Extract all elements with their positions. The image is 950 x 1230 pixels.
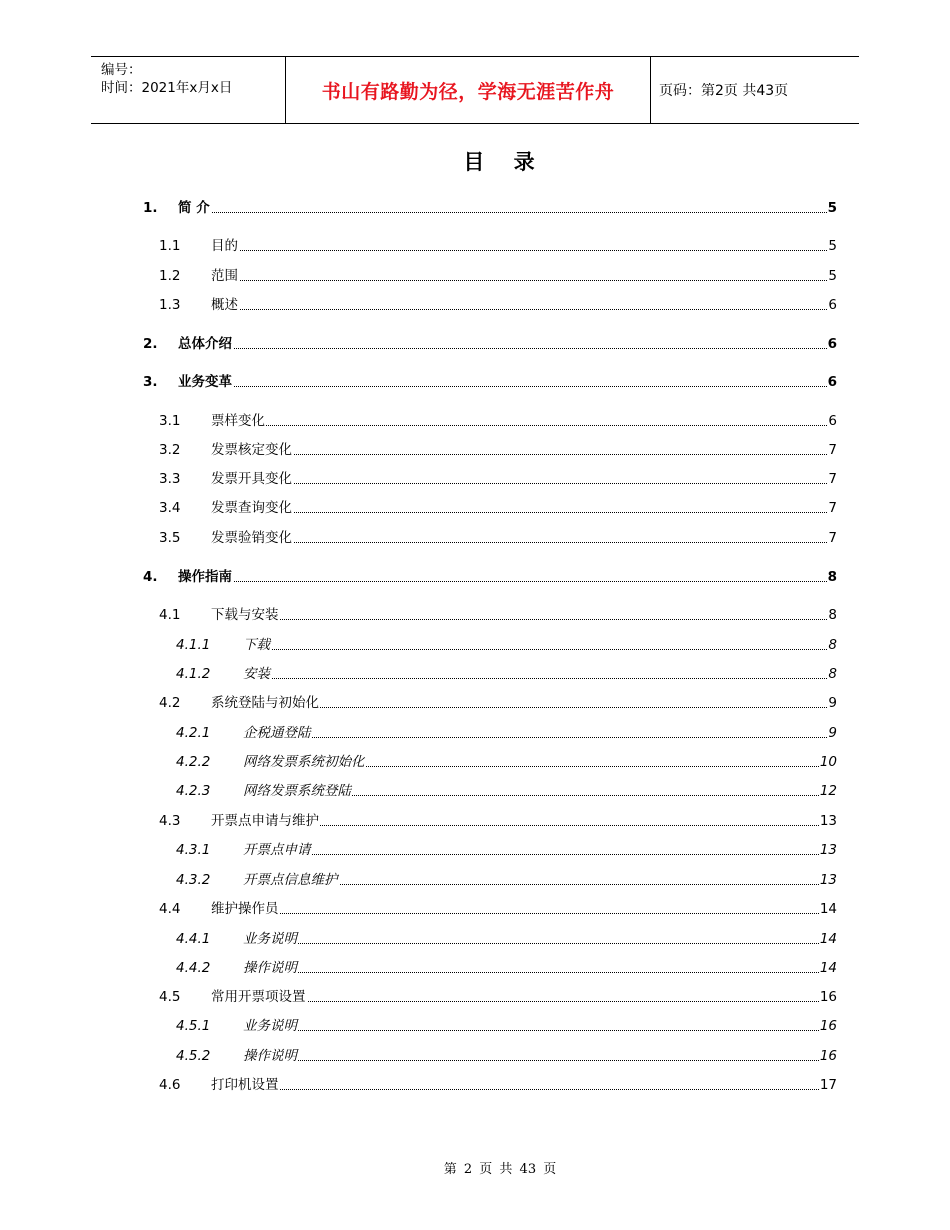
toc-entry[interactable] — [0, 234, 950, 254]
toc-entry-page: 12 — [819, 783, 837, 799]
toc-entry[interactable] — [0, 332, 950, 352]
toc-entry-page: 6 — [827, 336, 837, 352]
toc-entry-number: 4.1.2 — [176, 666, 211, 682]
toc-entry-number: 4. — [143, 569, 158, 585]
toc-entry-label: 系统登陆与初始化 — [211, 691, 320, 711]
toc-entry-label: 维护操作员 — [211, 897, 280, 917]
toc-entry-page: 17 — [819, 1077, 837, 1093]
toc-leader-dots — [211, 469, 837, 484]
header-meta — [91, 57, 286, 123]
toc-entry-label: 安装 — [243, 662, 271, 682]
toc-entry-number: 4.4 — [159, 901, 181, 917]
toc-entry-label: 发票查询变化 — [211, 496, 293, 516]
toc-entry[interactable] — [0, 750, 950, 770]
toc-leader-dots — [211, 605, 837, 620]
toc-entry[interactable] — [0, 565, 950, 585]
toc-entry-label: 业务变革 — [178, 370, 233, 390]
toc-entry[interactable] — [0, 1044, 950, 1064]
toc-entry-page: 8 — [828, 607, 837, 623]
toc-entry-number: 4.2 — [159, 695, 181, 711]
toc-entry[interactable] — [0, 496, 950, 516]
toc-entry[interactable] — [0, 1073, 950, 1093]
toc-entry-number: 4.3.2 — [176, 872, 211, 888]
toc-leader-dots — [211, 236, 837, 251]
toc-entry-page: 9 — [828, 725, 837, 741]
toc-entry-label: 操作指南 — [178, 565, 233, 585]
toc-entry-number: 3.1 — [159, 413, 181, 429]
toc-entry-number: 4.2.3 — [176, 783, 211, 799]
toc-entry-number: 4.2.2 — [176, 754, 211, 770]
toc-entry-page: 5 — [827, 200, 837, 216]
toc-entry-page: 5 — [828, 268, 837, 284]
toc-entry-label: 业务说明 — [243, 927, 298, 947]
toc-entry-number: 1.1 — [159, 238, 181, 254]
toc-entry-label: 简 介 — [178, 196, 211, 216]
toc-entry-number: 4.6 — [159, 1077, 181, 1093]
toc-leader-dots — [243, 635, 837, 650]
toc-entry-page: 8 — [828, 666, 837, 682]
toc-leader-dots — [243, 664, 837, 679]
toc-entry-page: 14 — [819, 901, 837, 917]
toc-entry[interactable] — [0, 264, 950, 284]
toc-entry-page: 14 — [819, 931, 837, 947]
toc-entry-page: 9 — [828, 695, 837, 711]
toc-entry-page: 13 — [819, 813, 837, 829]
toc-entry-page: 10 — [819, 754, 837, 770]
toc-entry-label: 发票验销变化 — [211, 526, 293, 546]
toc-entry-label: 开票点申请 — [243, 838, 312, 858]
toc-entry-number: 4.3 — [159, 813, 181, 829]
toc-entry[interactable] — [0, 467, 950, 487]
toc-entry-page: 7 — [828, 471, 837, 487]
toc-leader-dots — [243, 840, 837, 855]
toc-leader-dots — [178, 334, 837, 349]
toc-entry-page: 16 — [819, 989, 837, 1005]
toc-entry-page: 7 — [828, 500, 837, 516]
toc-entry-number: 4.5.1 — [176, 1018, 211, 1034]
document-number-label: 编号： — [101, 62, 142, 78]
toc-entry-page: 8 — [828, 637, 837, 653]
toc-entry-label: 票样变化 — [211, 409, 266, 429]
toc-entry-page: 13 — [819, 842, 837, 858]
toc-entry-number: 3.2 — [159, 442, 181, 458]
toc-entry-number: 4.4.1 — [176, 931, 211, 947]
toc-entry-number: 4.4.2 — [176, 960, 211, 976]
toc-title: 目 录 — [463, 150, 537, 174]
toc-entry[interactable] — [0, 956, 950, 976]
toc-entry[interactable] — [0, 526, 950, 546]
toc-entry-label: 常用开票项设置 — [211, 985, 307, 1005]
toc-entry[interactable] — [0, 927, 950, 947]
toc-entry[interactable] — [0, 409, 950, 429]
toc-entry-number: 4.5.2 — [176, 1048, 211, 1064]
toc-entry-number: 3.4 — [159, 500, 181, 516]
toc-entry-label: 企税通登陆 — [243, 721, 312, 741]
toc-entry-number: 1.3 — [159, 297, 181, 313]
toc-entry[interactable] — [0, 603, 950, 623]
toc-entry[interactable] — [0, 868, 950, 888]
toc-entry-number: 1. — [143, 200, 158, 216]
toc-entry[interactable] — [0, 633, 950, 653]
toc-entry[interactable] — [0, 721, 950, 741]
toc-entry[interactable] — [0, 438, 950, 458]
toc-entry-number: 3.5 — [159, 530, 181, 546]
toc-leader-dots — [211, 899, 837, 914]
toc-entry-label: 下载 — [243, 633, 271, 653]
toc-leader-dots — [211, 528, 837, 543]
toc-entry[interactable] — [0, 809, 950, 829]
toc-entry-label: 网络发票系统初始化 — [243, 750, 366, 770]
toc-entry-page: 13 — [819, 872, 837, 888]
toc-entry-label: 目的 — [211, 234, 239, 254]
toc-leader-dots — [211, 295, 837, 310]
toc-entry-label: 开票点申请与维护 — [211, 809, 320, 829]
toc-entry[interactable] — [0, 196, 950, 216]
header-page-info: 页码：第2页 共43页 — [659, 83, 789, 99]
toc-entry[interactable] — [0, 985, 950, 1005]
toc-leader-dots — [211, 498, 837, 513]
toc-entry-number: 4.5 — [159, 989, 181, 1005]
toc-leader-dots — [243, 958, 837, 973]
toc-entry-page: 6 — [827, 374, 837, 390]
toc-entry-page: 5 — [828, 238, 837, 254]
toc-entry[interactable] — [0, 1014, 950, 1034]
toc-entry[interactable] — [0, 662, 950, 682]
toc-entry-label: 发票核定变化 — [211, 438, 293, 458]
toc-entry-label: 网络发票系统登陆 — [243, 779, 352, 799]
toc-entry-page: 6 — [828, 413, 837, 429]
toc-entry-label: 发票开具变化 — [211, 467, 293, 487]
toc-entry[interactable] — [0, 691, 950, 711]
toc-entry-page: 16 — [819, 1048, 837, 1064]
toc-leader-dots — [211, 1075, 837, 1090]
toc-entry[interactable] — [0, 897, 950, 917]
toc-entry-label: 范围 — [211, 264, 239, 284]
toc-leader-dots — [243, 723, 837, 738]
toc-leader-dots — [243, 1016, 837, 1031]
toc-entry[interactable] — [0, 779, 950, 799]
toc-leader-dots — [211, 440, 837, 455]
toc-leader-dots — [178, 372, 837, 387]
toc-entry-number: 3. — [143, 374, 158, 390]
toc-leader-dots — [178, 198, 837, 213]
header-motto: 书山有路勤为径，学海无涯苦作舟 — [286, 57, 651, 123]
toc-entry-page: 7 — [828, 442, 837, 458]
toc-entry-number: 2. — [143, 336, 158, 352]
toc-entry[interactable] — [0, 293, 950, 313]
toc-leader-dots — [243, 929, 837, 944]
toc-entry-label: 开票点信息维护 — [243, 868, 339, 888]
page-header — [91, 56, 859, 124]
toc-leader-dots — [211, 411, 837, 426]
toc-leader-dots — [211, 266, 837, 281]
toc-entry-page: 6 — [828, 297, 837, 313]
toc-entry-label: 下载与安装 — [211, 603, 280, 623]
toc-entry-number: 4.3.1 — [176, 842, 211, 858]
toc-entry-label: 业务说明 — [243, 1014, 298, 1034]
toc-entry-number: 4.1 — [159, 607, 181, 623]
toc-leader-dots — [178, 567, 837, 582]
toc-entry-page: 16 — [819, 1018, 837, 1034]
toc-entry-number: 3.3 — [159, 471, 181, 487]
page-footer: 第 2 页 共 43 页 — [443, 1162, 557, 1177]
toc-entry-number: 4.1.1 — [176, 637, 211, 653]
toc-leader-dots — [243, 1046, 837, 1061]
toc-entry[interactable] — [0, 370, 950, 390]
toc-entry-page: 8 — [827, 569, 837, 585]
toc-entry-label: 操作说明 — [243, 1044, 298, 1064]
toc-entry-label: 操作说明 — [243, 956, 298, 976]
toc-entry-label: 打印机设置 — [211, 1073, 280, 1093]
toc-entry-number: 4.2.1 — [176, 725, 211, 741]
toc-entry-page: 7 — [828, 530, 837, 546]
toc-entry-page: 14 — [819, 960, 837, 976]
toc-entry-label: 概述 — [211, 293, 239, 313]
toc-entry-label: 总体介绍 — [178, 332, 233, 352]
toc-entry[interactable] — [0, 838, 950, 858]
toc-entry-number: 1.2 — [159, 268, 181, 284]
document-time: 时间：2021年x月x日 — [101, 80, 233, 96]
